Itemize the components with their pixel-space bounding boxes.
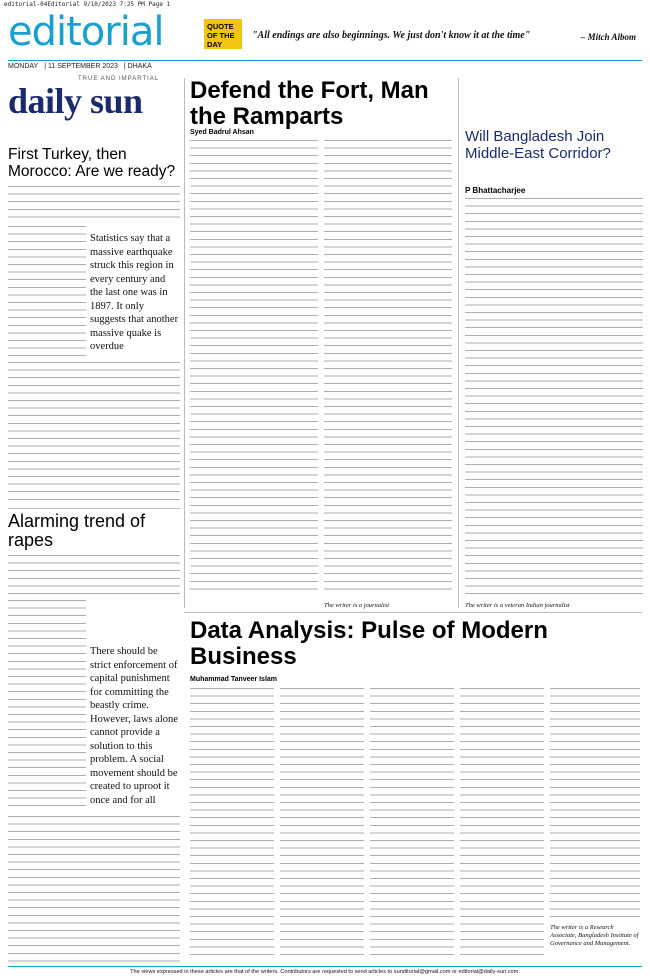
masthead <box>8 10 642 58</box>
data-headline: Data Analysis: Pulse of Modern Business <box>190 617 548 670</box>
quake-pullquote: Statistics say that a massive earthquake struck this region in every century and the last one was in 1897. It only suggests that another massive quake is overdue <box>90 233 179 352</box>
paper-name: daily sun <box>8 81 143 121</box>
data-column-5 <box>550 688 640 920</box>
rapes-text-left <box>8 600 86 812</box>
quote-text: "All endings are also beginnings. We just don't know it at the time" <box>252 30 531 41</box>
file-line: editorial-04Editorial 9/10/2023 7:25 PM Page 1 <box>4 1 171 8</box>
data-byline: Muhammad Tanveer Islam <box>190 676 278 683</box>
dateline: MONDAY | 11 SEPTEMBER 2023 | DHAKA <box>8 60 642 72</box>
data-column-4 <box>460 688 544 960</box>
rapes-headline: Alarming trend of rapes <box>8 511 146 550</box>
quake-text-bottom <box>8 362 180 502</box>
quote-of-the-day-badge: QUOTE OF THE DAY <box>204 19 242 49</box>
paper-logo <box>8 76 164 122</box>
rapes-pullquote: There should be strict enforcement of capital punishment for committing the beastly crime. However, laws alone cannot provide a solution to this problem. A social movement should be created to uproot it once and for all <box>90 646 178 806</box>
dateline-date: 11 SEPTEMBER 2023 <box>47 63 118 70</box>
section-divider <box>184 612 642 613</box>
column-divider <box>184 78 185 608</box>
dateline-day: MONDAY <box>8 63 39 70</box>
data-column-3 <box>370 688 454 960</box>
dateline-city: DHAKA <box>127 63 152 70</box>
data-column-1 <box>190 688 274 960</box>
rapes-intro <box>8 555 180 597</box>
footer-disclaimer: The views expressed in these articles are that of the writers. Contributors are requested to send articles to sunditorial@gmail.com or editorial@daily-sun.com. <box>8 966 642 976</box>
quake-intro <box>8 186 180 224</box>
data-column-2 <box>280 688 364 960</box>
quake-text-left <box>8 226 86 360</box>
fort-column-1 <box>190 140 318 596</box>
data-writer-note: The writer is a Research Associate, Bangladesh Institute of Governance and Management. <box>550 924 639 947</box>
section-title: editorial <box>8 9 164 55</box>
section-divider <box>8 508 180 509</box>
bri-headline: Will Bangladesh Join Middle-East Corridor? <box>465 128 611 162</box>
column-divider <box>458 78 459 608</box>
bri-writer-note: The writer is a veteran Indian journalist <box>465 602 570 609</box>
fort-writer-note: The writer is a journalist <box>324 602 390 609</box>
rapes-text-bottom <box>8 816 180 962</box>
fort-byline: Syed Badrul Ahsan <box>190 129 254 136</box>
fort-column-2 <box>324 140 452 596</box>
paper-tagline: TRUE AND IMPARTIAL <box>78 76 160 82</box>
bri-byline: P Bhattacharjee <box>465 186 526 195</box>
quote-author: – Mitch Albom <box>580 32 636 42</box>
quake-headline: First Turkey, then Morocco: Are we ready? <box>8 146 176 180</box>
bri-body <box>465 198 643 598</box>
fort-headline: Defend the Fort, Man the Ramparts <box>190 77 429 130</box>
